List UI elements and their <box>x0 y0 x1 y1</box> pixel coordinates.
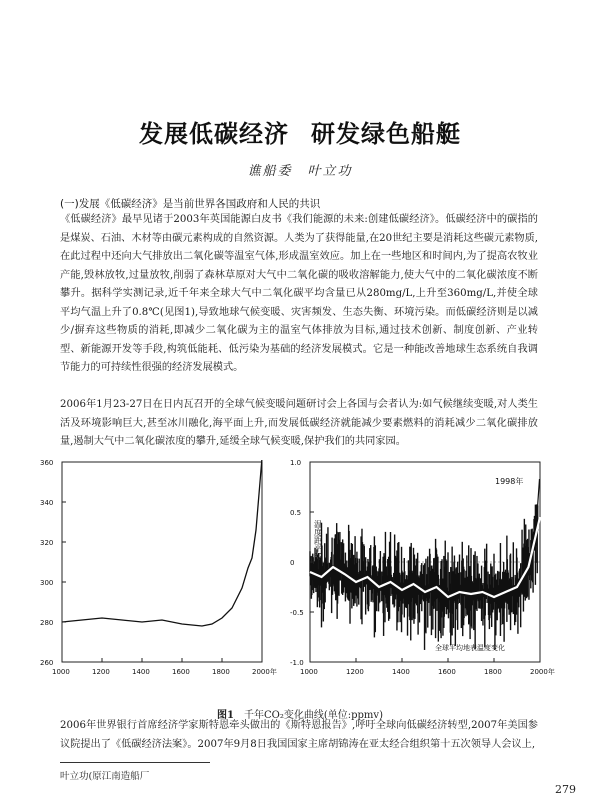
right-ytick-label: 0 <box>290 559 295 567</box>
left-ytick-label: 340 <box>40 499 54 507</box>
right-xtick-label: 1200 <box>346 668 364 676</box>
figure-svg <box>40 460 560 700</box>
left-ytick-label: 280 <box>40 619 54 627</box>
right-xtick-label: 2000年 <box>530 668 555 676</box>
title-part-1: 发展低碳经济 <box>139 120 289 148</box>
left-ytick-label: 260 <box>40 659 54 667</box>
left-co2-chart <box>40 460 277 676</box>
right-ytick-label: 0.5 <box>290 509 302 517</box>
title-part-2: 研发绿色船艇 <box>311 120 461 148</box>
right-xtick-label: 1400 <box>392 668 410 676</box>
footnote: 叶立功(原江南造船厂 <box>60 771 150 782</box>
left-chart-frame <box>62 462 262 662</box>
left-xtick-label: 1000 <box>52 668 70 676</box>
right-xtick-label: 1000 <box>300 668 318 676</box>
right-chart-year-annotation: 1998年 <box>495 477 524 486</box>
right-temperature-chart <box>290 460 555 676</box>
left-xtick-label: 1400 <box>132 668 150 676</box>
right-chart-series-label: 全球平均地表温度变化 <box>435 644 505 652</box>
right-ytick-label: -1.0 <box>290 659 304 667</box>
left-xtick-label: 1600 <box>172 668 190 676</box>
figure-1 <box>40 460 560 700</box>
left-ytick-label: 300 <box>40 579 54 587</box>
authors: 谯船委 叶立功 <box>247 164 353 179</box>
right-chart-noise-band <box>310 479 540 650</box>
right-ytick-label: -0.5 <box>290 609 304 617</box>
right-ytick-label: 1.0 <box>290 460 302 467</box>
right-xtick-label: 1600 <box>438 668 456 676</box>
section-heading: (一)发展《低碳经济》是当前世界各国政府和人民的共识 <box>60 198 321 210</box>
caption-label: 图1 <box>217 710 234 721</box>
page-number: 279 <box>555 783 576 796</box>
right-xtick-label: 1800 <box>484 668 502 676</box>
article-title <box>0 114 600 149</box>
paragraph-1: 《低碳经济》最早见诸于2003年英国能源白皮书《我们能源的未来:创建低碳经济》。低碳经济中的碳指的是煤炭、石油、木材等由碳元素构成的自然资源。人类为了获得能量,在20世纪主要是消耗这些碳元素物质,在此过程中还向大气排放出二氧化碳等温室气体,形成温室效应。加上在一些地区和时间内,为了提高农牧业产能,毁林放牧,过量放牧,削弱了森林草原对大气中二氧化碳的吸收溶解能力,使大气中的二氧化碳浓度不断攀升。据科学实测记录,近千年来全球大气中二氧化碳平均含量已从280mg/L,上升至360mg/L,并使全球平均气温上升了0.8℃(见图1),导致地球气候变暖、灾害频发、生态失衡、环境污染。而低碳经济则是以减少/摒弃这些物质的消耗,即减少二氧化碳为主的温室气体排放为目标,通过技术创新、制度创新、产业转型、新能源开发等手段,构筑低能耗、低污染为基础的经济发展模式。它是一种能改善地球生态系统自我调节能力的可持续性很强的经济发展模式。 <box>60 214 538 373</box>
left-xtick-label: 2000年 <box>252 668 277 676</box>
right-chart-ylabel: 温度距平℃ <box>313 520 323 561</box>
left-ytick-label: 360 <box>40 460 54 467</box>
paragraph-3: 2006年世界银行首席经济学家斯特恩牵头做出的《斯特恩报告》,呼吁全球向低碳经济转型,2007年美国参议院提出了《低碳经济法案》。2007年9月8日我国国家主席胡锦涛在亚太经合组织第十五次领导人会议上, <box>60 720 538 750</box>
left-chart-series-line <box>62 460 262 626</box>
left-xtick-label: 1800 <box>212 668 230 676</box>
caption-text: 千年CO₂变化曲线(单位:ppmv) <box>244 710 383 721</box>
footnote-rule <box>60 762 210 763</box>
left-xtick-label: 1200 <box>92 668 110 676</box>
paragraph-2: 2006年1月23-27日在日内瓦召开的全球气候变暖问题研讨会上各国与会者认为:如气候继续变暖,对人类生活及环境影响巨大,甚至冰川融化,海平面上升,而发展低碳经济就能减少要素燃料的消耗减少二氧化碳排放量,遏制大气中二氧化碳浓度的攀升,延缓全球气候变暖,保护我们的共同家园。 <box>60 399 538 447</box>
left-ytick-label: 320 <box>40 539 54 547</box>
